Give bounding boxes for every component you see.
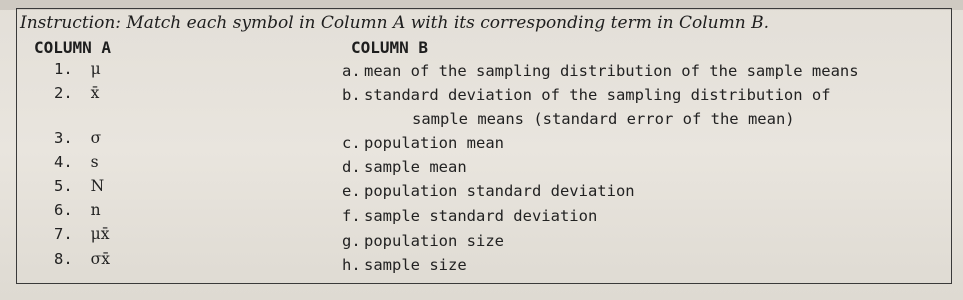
column-b-item: [342, 134, 504, 152]
item-letter: c.: [342, 134, 361, 152]
item-symbol: N: [90, 177, 105, 195]
item-term: population size: [364, 232, 504, 250]
column-a-item: [54, 250, 110, 268]
item-symbol: n: [90, 201, 101, 219]
column-b-item: [342, 182, 635, 200]
item-number: 4.: [54, 153, 73, 171]
column-b-item: [342, 232, 504, 250]
column-a-item: [54, 225, 110, 243]
item-letter: g.: [342, 232, 361, 250]
column-a-item: [54, 153, 99, 171]
item-term: population standard deviation: [364, 182, 635, 200]
item-number: 8.: [54, 250, 73, 268]
column-b-item-continuation: [412, 110, 795, 128]
item-number: 3.: [54, 129, 73, 147]
item-letter: f.: [342, 207, 361, 225]
item-number: 5.: [54, 177, 73, 195]
column-a-item: [54, 201, 101, 219]
item-number: 2.: [54, 84, 73, 102]
item-symbol: σx̄: [90, 250, 110, 268]
item-symbol: x̄: [90, 84, 100, 102]
column-b-item: [342, 86, 831, 104]
item-term-continued: sample means (standard error of the mean): [412, 110, 795, 128]
item-symbol: σ: [90, 129, 102, 147]
column-b-item: [342, 256, 467, 274]
item-term: sample mean: [364, 158, 467, 176]
column-b-item: [342, 158, 467, 176]
item-number: 1.: [54, 60, 73, 78]
item-symbol: μx̄: [90, 225, 110, 243]
item-symbol: μ: [90, 60, 101, 78]
item-letter: h.: [342, 256, 361, 274]
item-term: sample size: [364, 256, 467, 274]
item-term: population mean: [364, 134, 504, 152]
column-b-header: COLUMN B: [351, 38, 429, 57]
item-symbol: s: [90, 153, 99, 171]
column-a-header: COLUMN A: [34, 38, 112, 57]
column-a-item: [54, 84, 99, 102]
item-letter: d.: [342, 158, 361, 176]
column-a-item: [54, 177, 104, 195]
item-term: standard deviation of the sampling distribution of: [364, 86, 831, 104]
column-a-item: [54, 60, 101, 78]
item-letter: b.: [342, 86, 361, 104]
column-a-item: [54, 129, 101, 147]
column-b-item: [342, 207, 597, 225]
item-number: 7.: [54, 225, 73, 243]
item-letter: a.: [342, 62, 361, 80]
item-term: sample standard deviation: [364, 207, 598, 225]
instruction-text: Instruction: Match each symbol in Column A with its corresponding term in Column B.: [20, 13, 770, 33]
item-number: 6.: [54, 201, 73, 219]
item-letter: e.: [342, 182, 361, 200]
item-term: mean of the sampling distribution of the sample means: [364, 62, 859, 80]
column-b-item: [342, 62, 859, 80]
